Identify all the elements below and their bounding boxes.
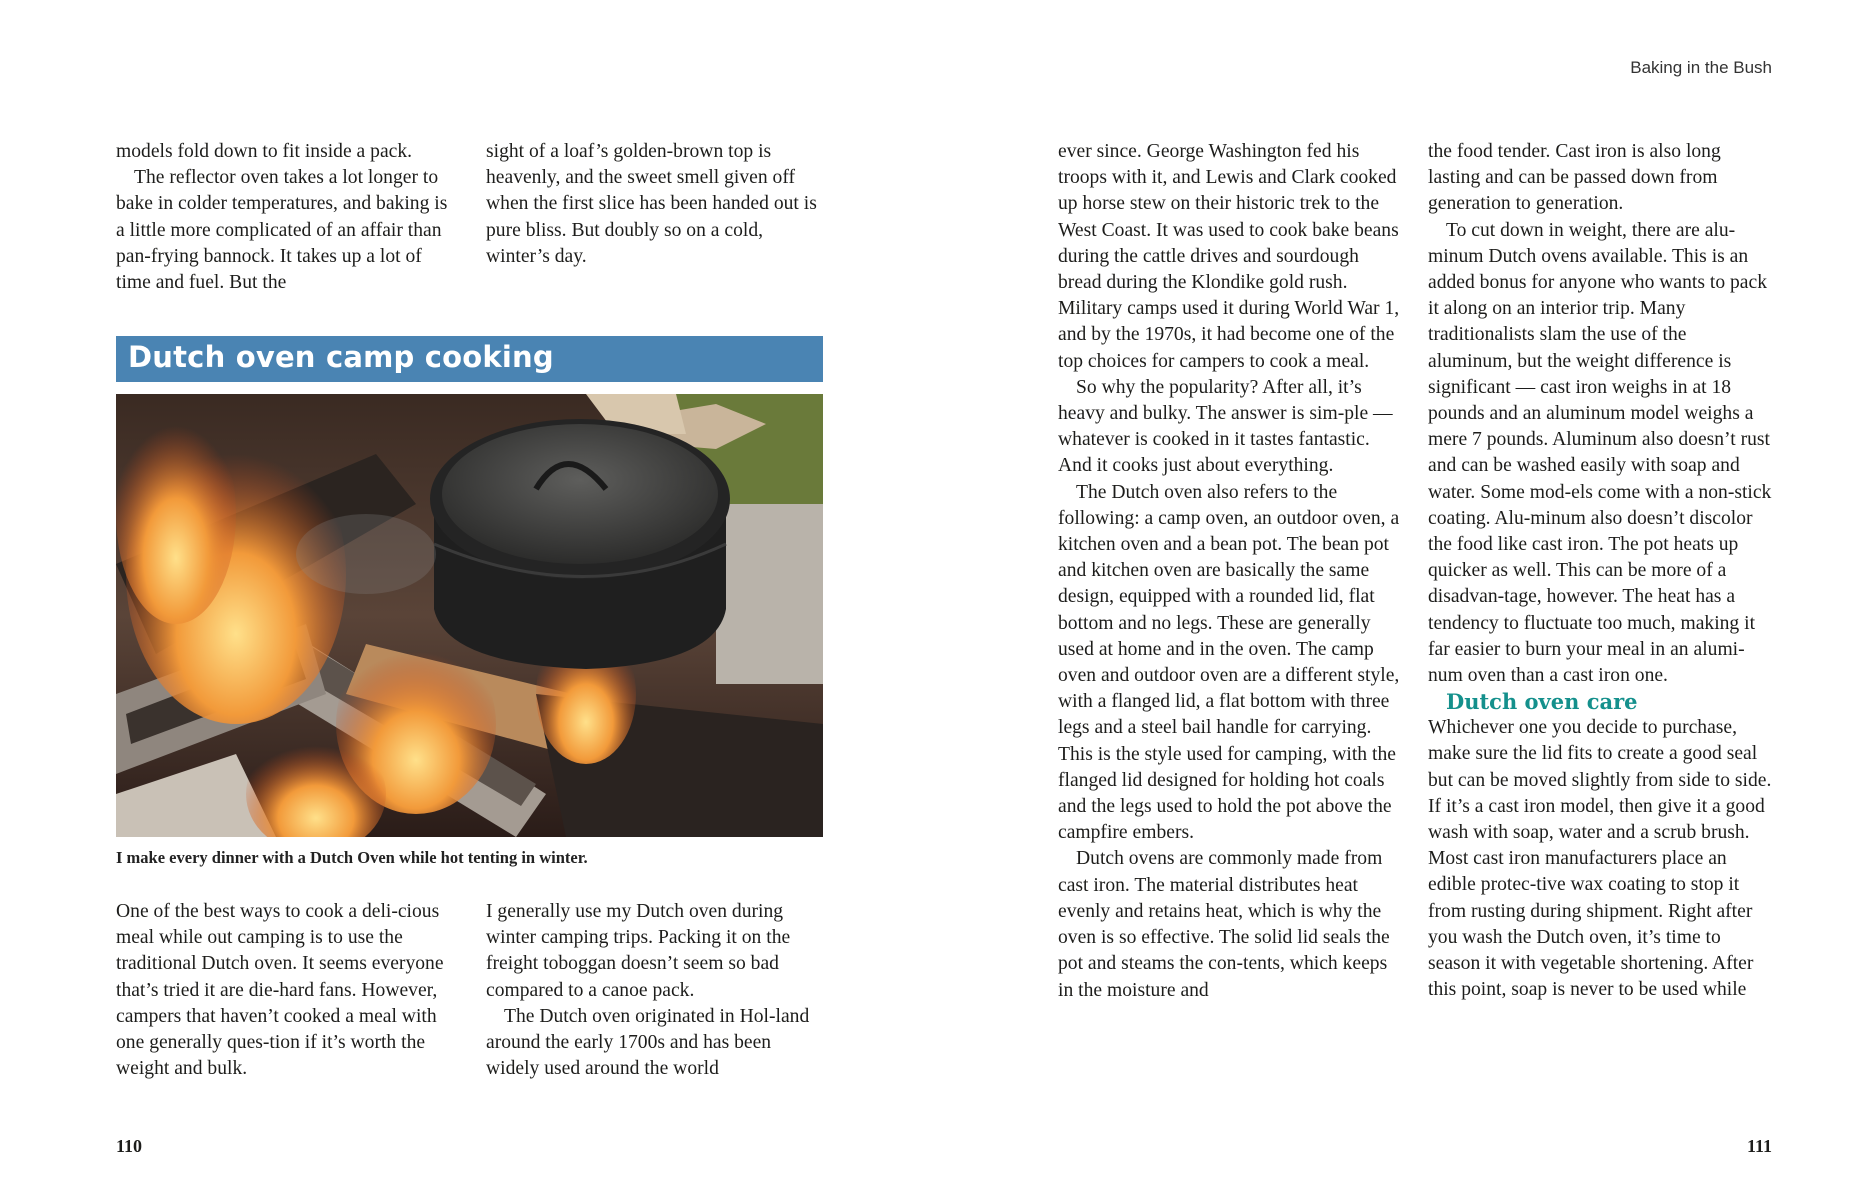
photo-caption: I make every dinner with a Dutch Oven while hot tenting in winter. <box>116 848 588 867</box>
paragraph: One of the best ways to cook a deli-cious meal while out camping is to use the traditional Dutch oven. It seems everyone that’s tried it are die-hard fans. However, campers that haven’t cooked a meal with one generally ques-tion if it’s worth the weight and bulk. <box>116 901 444 1080</box>
paragraph: models fold down to fit inside a pack. <box>116 141 413 162</box>
paragraph: the food tender. Cast iron is also long lasting and can be passed down from generation to generation. <box>1428 141 1721 215</box>
left-bottom-column-1 <box>116 899 456 1082</box>
left-top-column-1 <box>116 139 456 296</box>
dutch-oven-campfire-photo <box>116 394 823 837</box>
paragraph: Whichever one you decide to purchase, make sure the lid fits to create a good seal but can be moved slightly from side to side. If it’s a cast iron model, then give it a good wash with soap, water and a scrub brush. Most cast iron manufacturers place an edible protec-tive wax coating to stop it from rusting during shipment. Right after you wash the Dutch oven, it’s time to season it with vegetable shortening. After this point, soap is never to be used while <box>1428 717 1772 1001</box>
paragraph: The Dutch oven also refers to the following: a camp oven, an outdoor oven, a kitchen oven and a bean pot. The bean pot and kitchen oven are basically the same design, equipped with a rounded lid, flat bottom and no legs. These are generally used at home and in the oven. The camp oven and outdoor oven are a different style, with a flanged lid, a flat bottom with three legs and a steel bail handle for carrying. This is the style used for camping, with the flanged lid designed for holding hot coals and the legs used to hold the pot above the campfire embers. <box>1058 481 1400 844</box>
running-head: Baking in the Bush <box>1630 58 1772 77</box>
right-column-2-body-after <box>1428 715 1772 1003</box>
left-page <box>0 0 931 1196</box>
left-top-column-2 <box>486 139 826 270</box>
section-heading-bar <box>116 336 823 382</box>
paragraph: So why the popularity? After all, it’s heavy and bulky. The answer is sim-ple — whatever is cooked in it tastes fantastic. And it cooks just about everything. <box>1058 376 1393 477</box>
right-column-1 <box>1058 139 1402 1004</box>
paragraph: The Dutch oven originated in Hol-land around the early 1700s and has been widely used around the world <box>486 1005 810 1080</box>
right-page <box>931 0 1863 1196</box>
paragraph: I generally use my Dutch oven during winter camping trips. Packing it on the freight toboggan doesn’t seem so bad compared to a canoe pack. <box>486 901 791 1001</box>
paragraph: Dutch ovens are commonly made from cast iron. The material distributes heat evenly and retains heat, which is why the oven is so effective. The solid lid seals the pot and steams the con-tents, which keeps in the moisture and <box>1058 848 1390 1001</box>
paragraph: The reflector oven takes a lot longer to bake in colder temperatures, and baking is a little more complicated of an affair than pan-frying bannock. It takes up a lot of time and fuel. But the <box>116 167 448 294</box>
section-title: Dutch oven camp cooking <box>128 340 554 374</box>
paragraph: ever since. George Washington fed his troops with it, and Lewis and Clark cooked up horse stew on their historic trek to the West Coast. It was used to cook bake beans during the cattle drives and sourdough bread during the Klondike gold rush. Military camps used it during World War 1, and by the 1970s, it had become one of the top choices for campers to cook a meal. <box>1058 141 1400 372</box>
paragraph: sight of a loaf’s golden-brown top is heavenly, and the sweet smell given off when the first slice has been handed out is pure bliss. But doubly so on a cold, winter’s day. <box>486 141 817 267</box>
campfire-illustration <box>116 394 823 837</box>
right-column-2 <box>1428 139 1772 1004</box>
page-number-left: 110 <box>116 1136 143 1156</box>
subheading-dutch-oven-care: Dutch oven care <box>1446 689 1638 715</box>
right-column-2-body <box>1428 139 1772 689</box>
left-bottom-column-2 <box>486 899 826 1082</box>
paragraph: To cut down in weight, there are alu-minum Dutch ovens available. This is an added bonus for anyone who wants to pack it along on an interior trip. Many traditionalists slam the use of the aluminum, but the weight difference is significant — cast iron weighs in at 18 pounds and an aluminum model weighs a mere 7 pounds. Aluminum also doesn’t rust and can be washed easily with soap and water. Some mod-els come with a non-stick coating. Alu-minum also doesn’t discolor the food like cast iron. The pot heats up quicker as well. This can be more of a disadvan-tage, however. The heat has a tendency to fluctuate too much, making it far easier to burn your meal in an alumi-num oven than a cast iron one. <box>1428 219 1772 687</box>
page-number-right: 111 <box>1746 1136 1772 1156</box>
